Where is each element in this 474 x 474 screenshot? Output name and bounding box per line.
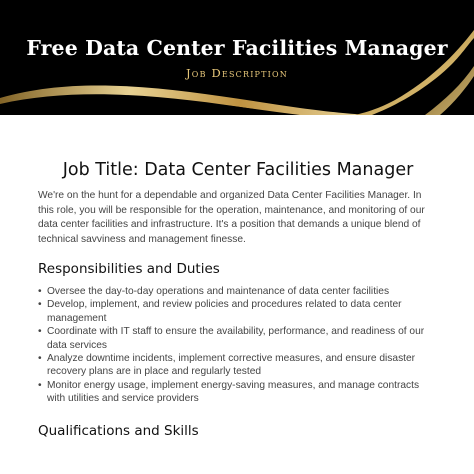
document-body bbox=[38, 160, 438, 439]
bullet-icon: • bbox=[38, 326, 42, 338]
list-item-text: Oversee the day-to-day operations and maintenance of data center facilities bbox=[47, 286, 390, 297]
header-banner bbox=[0, 0, 474, 115]
bullet-icon: • bbox=[38, 299, 42, 311]
responsibilities-heading: Responsibilities and Duties bbox=[38, 261, 220, 277]
job-title-heading: Job Title: Data Center Facilities Manager bbox=[62, 160, 414, 180]
list-item-text: Analyze downtime incidents, implement corrective measures, and ensure disaster recovery plans are in place and regularly tested bbox=[47, 353, 416, 378]
qualifications-heading: Qualifications and Skills bbox=[38, 422, 199, 439]
list-item-text: Monitor energy usage, implement energy-saving measures, and manage contracts with utilities and service providers bbox=[47, 379, 420, 405]
responsibilities-list bbox=[38, 285, 438, 406]
list-item bbox=[38, 379, 438, 406]
list-item bbox=[38, 298, 438, 325]
bullet-icon: • bbox=[38, 353, 42, 365]
bullet-icon: • bbox=[38, 286, 42, 297]
bullet-icon: • bbox=[38, 379, 42, 391]
banner-subtitle: Job Description bbox=[186, 66, 288, 80]
list-item-text: Coordinate with IT staff to ensure the availability, performance, and readiness of our data services bbox=[47, 326, 425, 351]
intro-paragraph: We're on the hunt for a dependable and organized Data Center Facilities Manager. In this role, you will be responsible for the operation, maintenance, and monitoring of our data center facilities and infrastructure. It's a position that demands a unique blend of technical savviness and management finesse. bbox=[38, 190, 425, 245]
list-item bbox=[38, 285, 438, 298]
list-item bbox=[38, 325, 438, 352]
banner-title: Free Data Center Facilities Manager bbox=[26, 36, 448, 60]
list-item-text: Develop, implement, and review policies and procedures related to data center management bbox=[47, 299, 402, 324]
list-item bbox=[38, 352, 438, 379]
